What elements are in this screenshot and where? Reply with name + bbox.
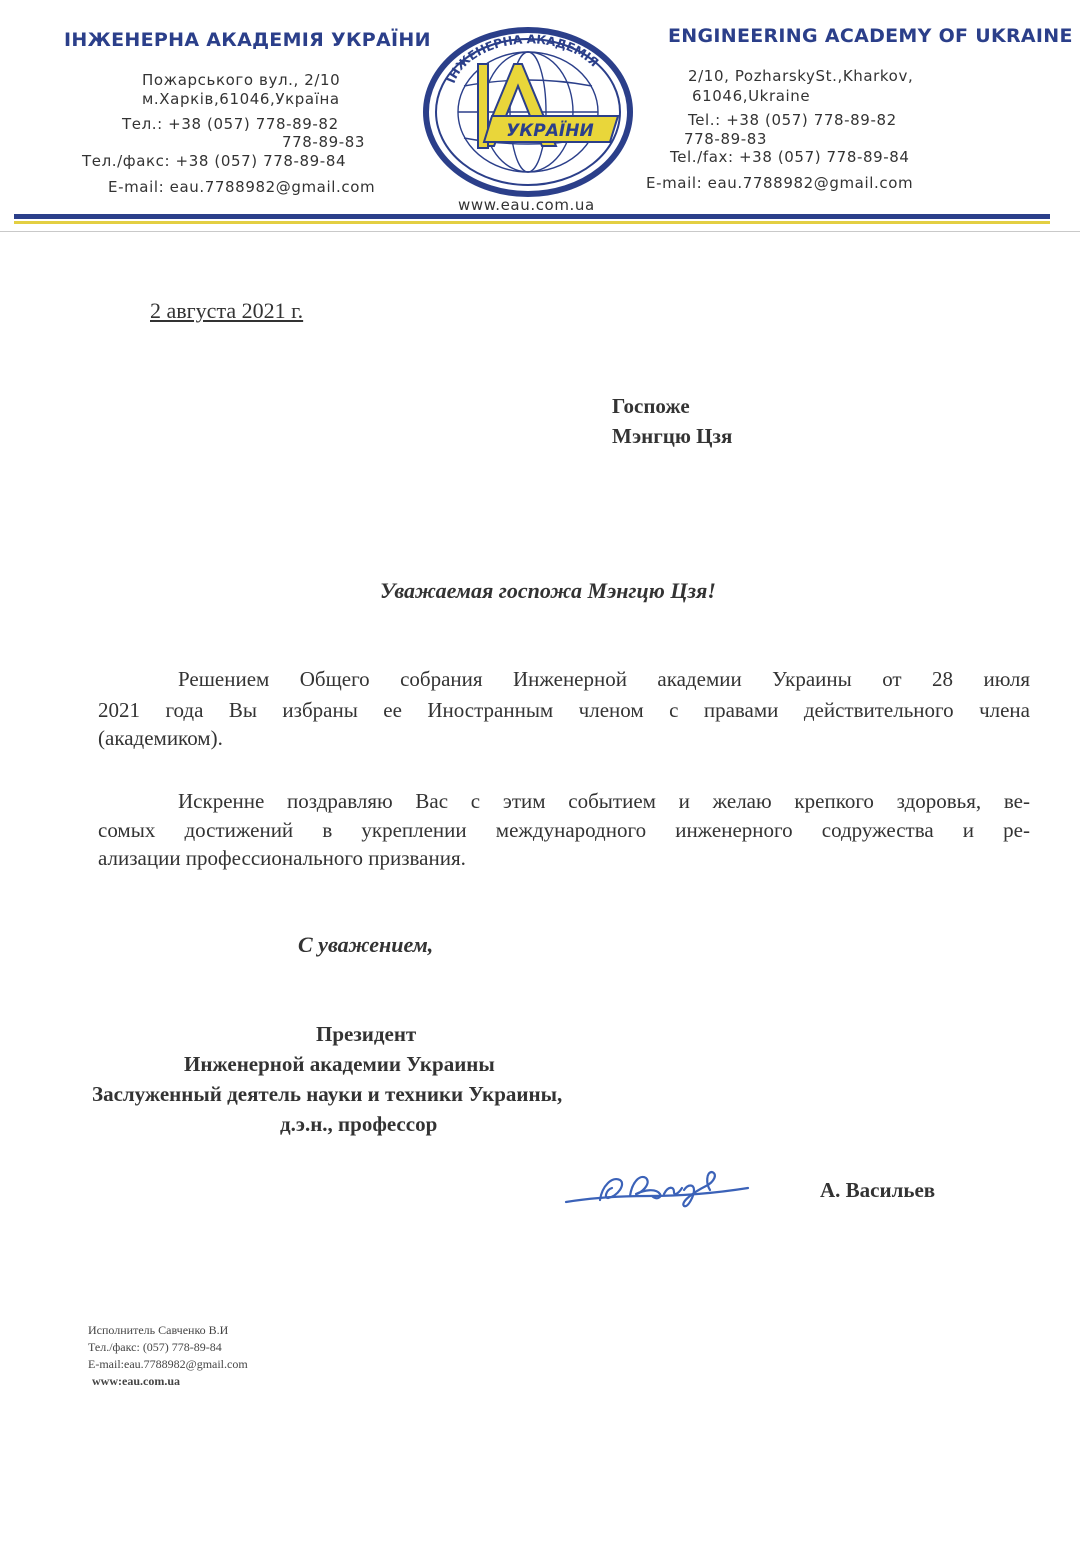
phone-en: Tel.: +38 (057) 778-89-82: [688, 111, 897, 129]
closing: С уважением,: [298, 932, 434, 957]
website-header: www.eau.com.ua: [458, 196, 595, 214]
fax-en: Tel./fax: +38 (057) 778-89-84: [670, 148, 910, 166]
footer-website: www:eau.com.ua: [92, 1374, 180, 1388]
addressee-line-2: Мэнгцю Цзя: [612, 424, 733, 448]
paragraph-line: (академиком).: [98, 726, 223, 750]
paragraph-line: 2021 года Вы избраны ее Иностранным членом с правами действительного члена: [98, 698, 1030, 722]
address-city-en: 61046,Ukraine: [692, 87, 811, 105]
academy-name-en: ENGINEERING ACADEMY OF UKRAINE: [668, 25, 1073, 47]
phone2-ua: 778-89-83: [282, 133, 366, 151]
letter-date: 2 августа 2021 г.: [150, 298, 304, 323]
logo-banner-text: УКРАЇНИ: [506, 121, 594, 141]
fax-ua: Тел./факс: +38 (057) 778-89-84: [82, 152, 347, 170]
address-street-en: 2/10, PozharskySt.,Kharkov,: [688, 67, 914, 85]
signatory-title: Президент: [316, 1022, 417, 1046]
logo-ring-text: ІНЖЕНЕРНА АКАДЕМІЯ: [443, 32, 602, 86]
footer-phone: Тел./факс: (057) 778-89-84: [88, 1340, 222, 1354]
signatory-organization: Инженерной академии Украины: [184, 1052, 495, 1076]
email-ua: E-mail: eau.7788982@gmail.com: [108, 178, 376, 196]
header-rule-yellow: [14, 221, 1050, 224]
phone2-en: 778-89-83: [684, 130, 768, 148]
signatory-degree: д.э.н., профессор: [280, 1112, 438, 1136]
address-street-ua: Пожарського вул., 2/10: [142, 71, 341, 89]
address-city-ua: м.Харків,61046,Україна: [142, 90, 340, 108]
paragraph-line: сомых достижений в укреплении международного инженерного содружества и ре-: [98, 818, 1030, 842]
academy-logo-emblem: [422, 24, 634, 200]
salutation: Уважаемая госпожа Мэнгцю Цзя!: [380, 578, 716, 603]
paragraph-line: Решением Общего собрания Инженерной академии Украины от 28 июля: [178, 667, 1030, 691]
header-rule-blue: [14, 214, 1050, 219]
header-rule-gray: [0, 231, 1080, 232]
phone-ua: Тел.: +38 (057) 778-89-82: [122, 115, 339, 133]
footer-executor: Исполнитель Савченко В.И: [88, 1323, 229, 1337]
signer-name: А. Васильев: [820, 1178, 936, 1202]
paragraph-line: ализации профессионального призвания.: [98, 846, 466, 870]
handwritten-signature: [560, 1160, 760, 1216]
email-en: E-mail: eau.7788982@gmail.com: [646, 174, 914, 192]
signatory-honorary-title: Заслуженный деятель науки и техники Украины,: [92, 1082, 563, 1106]
footer-email: E-mail:eau.7788982@gmail.com: [88, 1357, 248, 1371]
addressee-line-1: Госпоже: [612, 394, 690, 418]
paragraph-line: Искренне поздравляю Вас с этим событием и желаю крепкого здоровья, ве-: [178, 789, 1030, 813]
academy-name-ua: ІНЖЕНЕРНА АКАДЕМІЯ УКРАЇНИ: [64, 29, 431, 51]
